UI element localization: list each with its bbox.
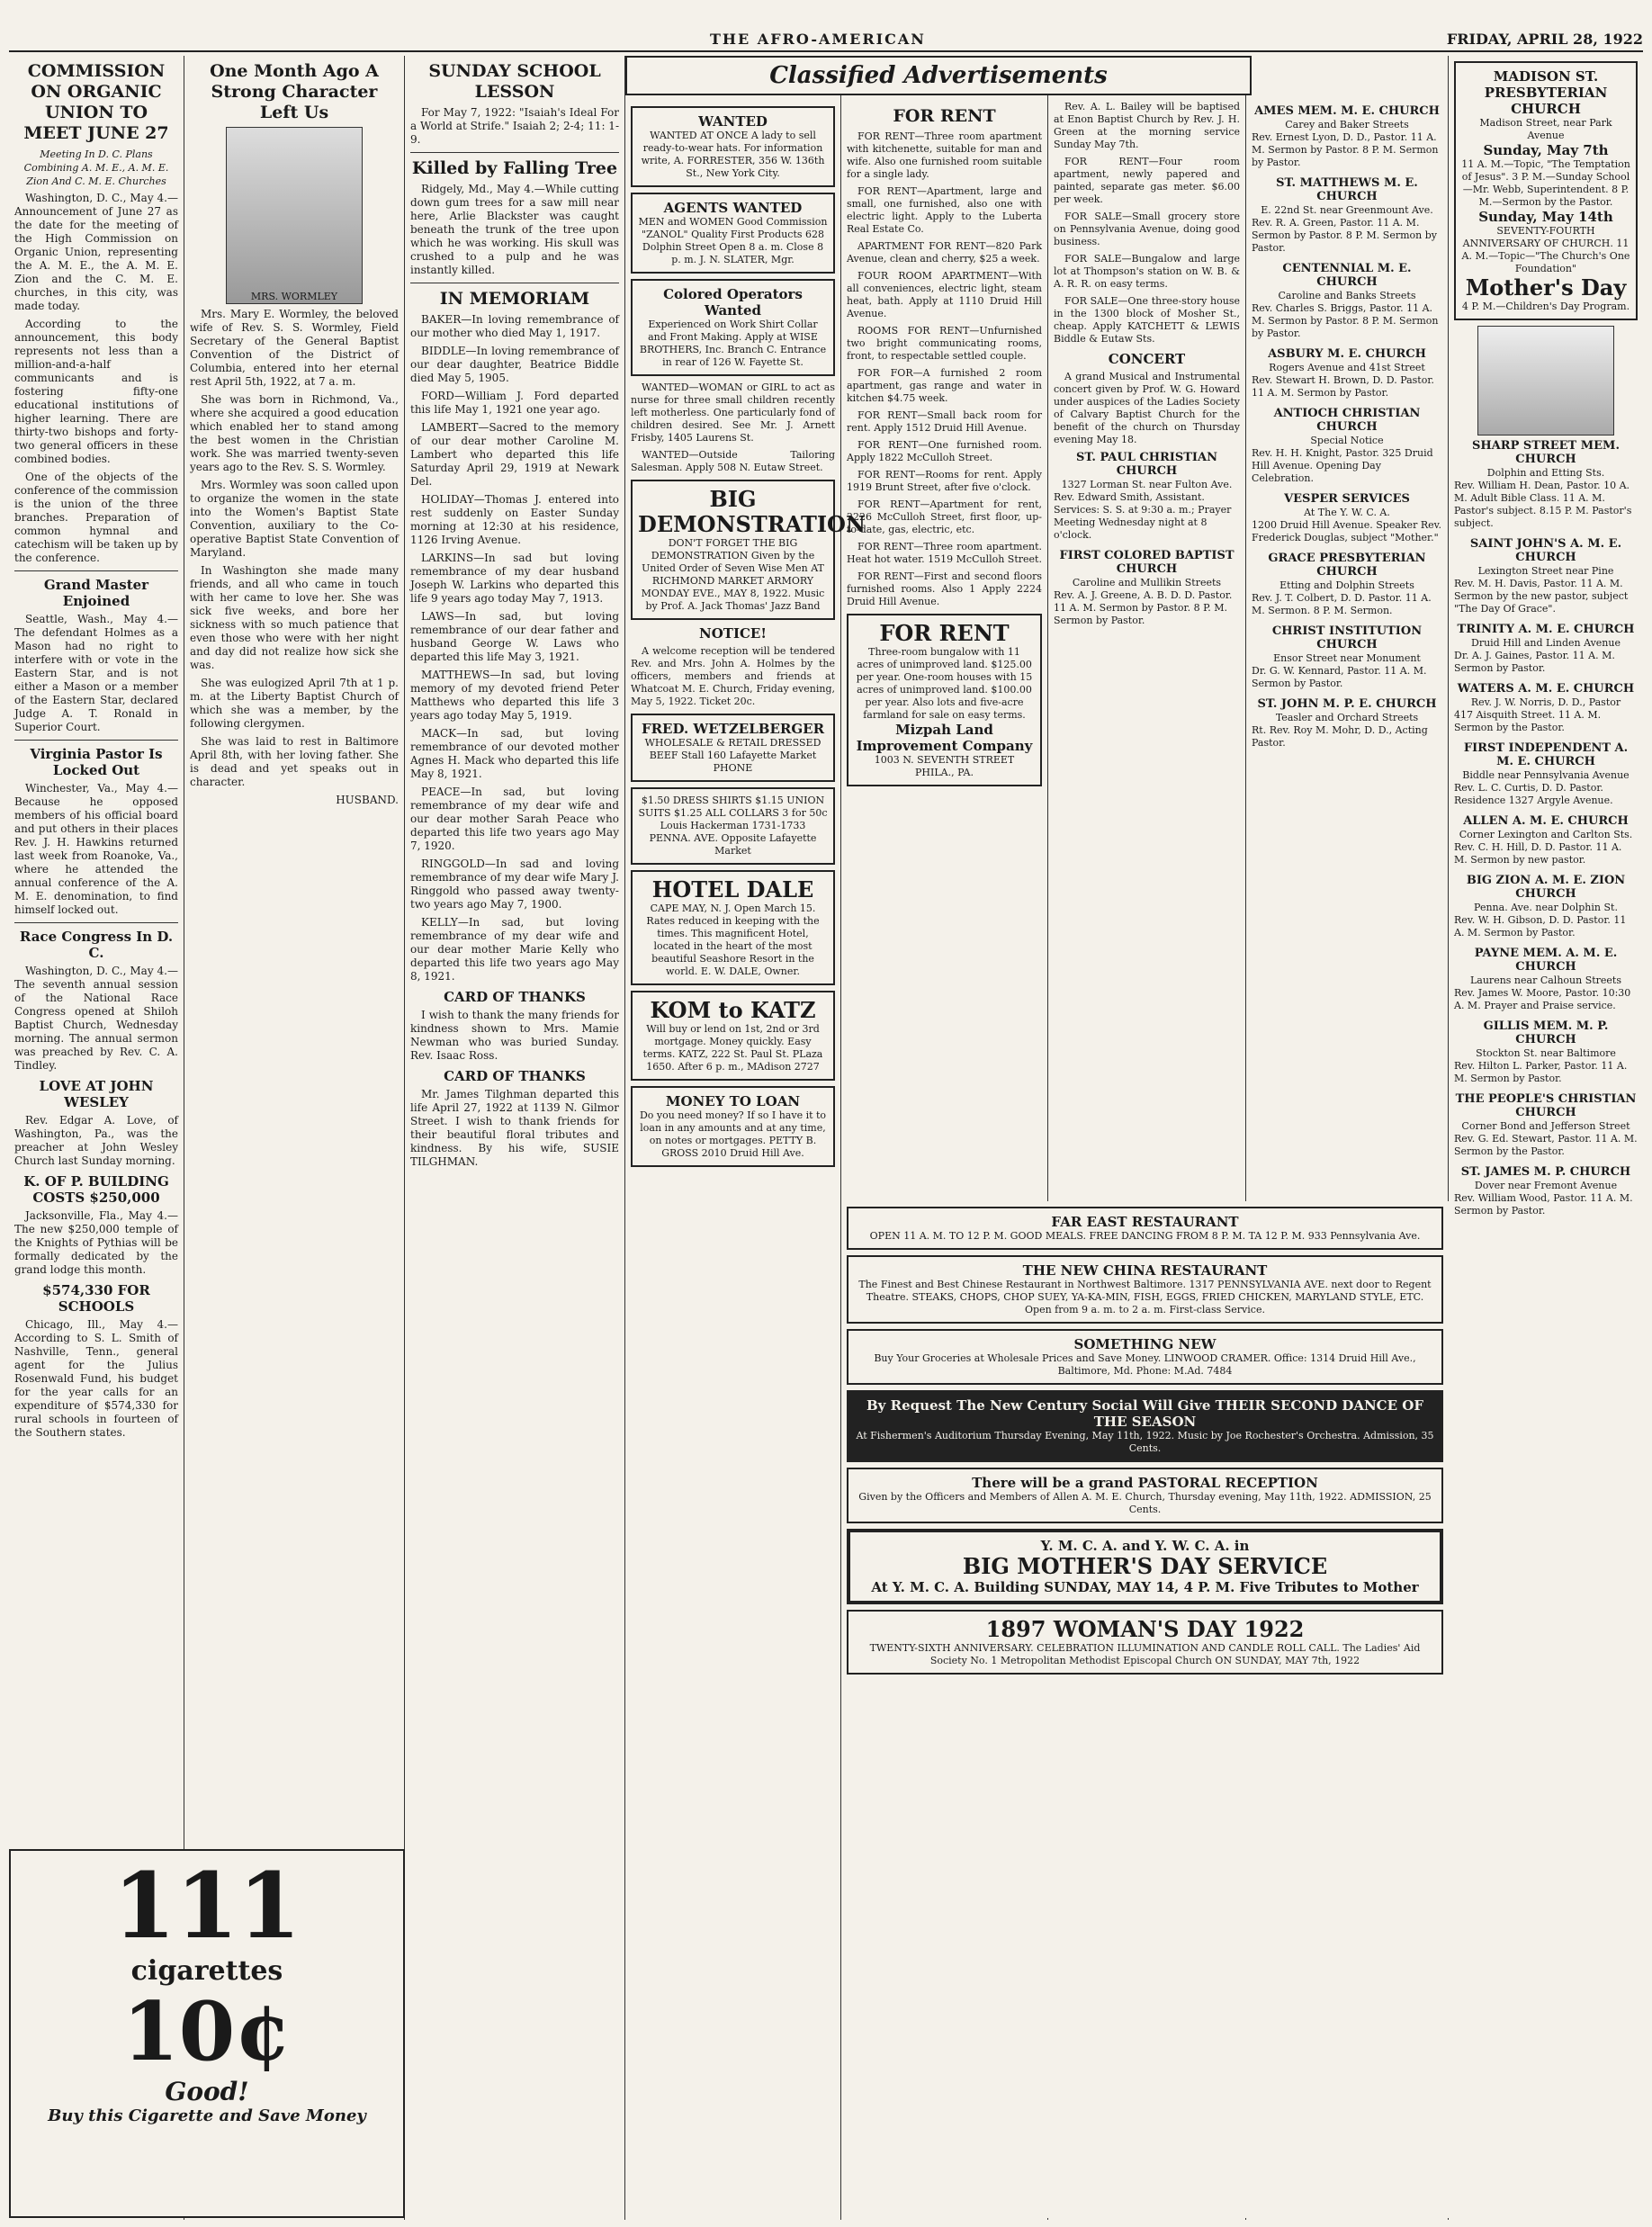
classified-item: ROOMS FOR RENT—Unfurnished two bright communicating rooms, front, to respectable settled couple. bbox=[847, 325, 1042, 362]
classified-item: WANTED—WOMAN or GIRL to act as nurse for three small children recently left motherless. One particularly fond of children desired. See Mr. J. Arnett Frisby, 1405 Laurens St. bbox=[631, 382, 835, 444]
church-name: TRINITY A. M. E. CHURCH bbox=[1457, 623, 1635, 636]
pastoral-ad bbox=[847, 1468, 1443, 1523]
church-listing bbox=[1454, 1165, 1638, 1217]
ad-body: Will buy or lend on 1st, 2nd or 3rd mortgage. Money quickly. Easy terms. KATZ, 222 St. Paul St. PLaza 1650. After 6 p. m., MAdison 2727 bbox=[642, 1023, 823, 1073]
classified-item: FOR RENT—First and second floors furnished rooms. Also 1 Apply 2224 Druid Hill Avenue. bbox=[847, 570, 1042, 607]
classified-item: FOR RENT—Apartment, large and small, one furnished, also one with electric light. Apply to the Luberta Real Estate Co. bbox=[847, 185, 1042, 235]
church-services: Rev. Charles S. Briggs, Pastor. 11 A. M. Sermon by Pastor. 8 P. M. Sermon by Pastor. bbox=[1252, 302, 1439, 339]
ad-title: KOM to KATZ bbox=[650, 997, 816, 1023]
headline: CONCERT bbox=[1108, 351, 1186, 367]
church-services: Rev. H. H. Knight, Pastor. 325 Druid Hill Avenue. Opening Day Celebration. bbox=[1252, 447, 1433, 484]
dance-ad bbox=[847, 1390, 1443, 1462]
divider bbox=[410, 152, 619, 153]
church-name: CHRIST INSTITUTION CHURCH bbox=[1271, 624, 1423, 651]
memoriam-entry: LARKINS—In sad but loving remembrance of my dear husband Joseph W. Larkins who departed this life 9 years ago today May 7, 1913. bbox=[410, 552, 619, 605]
classified-item: FOUR ROOM APARTMENT—With all conveniences, electric light, steam heat, bath. Apply at 1110 Druid Hill Avenue. bbox=[847, 270, 1042, 319]
headline: CARD OF THANKS bbox=[444, 1068, 586, 1084]
church-location: Dover near Fremont Avenue bbox=[1474, 1180, 1618, 1191]
ad-body: WANTED AT ONCE A lady to sell ready-to-wear hats. For information write, A. FORRESTER, 356 W. 136th St., New York City. bbox=[641, 130, 825, 179]
ad-title: FRED. WETZELBERGER bbox=[641, 721, 825, 737]
divider bbox=[14, 922, 178, 923]
church-name: CENTENNIAL M. E. CHURCH bbox=[1282, 262, 1412, 289]
demonstration-ad bbox=[631, 480, 866, 620]
church-listing bbox=[1454, 947, 1638, 1012]
classified-item: FOR RENT—One furnished room. Apply 1822 McCulloh Street. bbox=[847, 439, 1042, 463]
cigarette-ad bbox=[9, 1849, 405, 2218]
headline: Grand Master Enjoined bbox=[43, 577, 149, 609]
ad-title: MONEY TO LOAN bbox=[665, 1093, 801, 1109]
shirts-ad bbox=[631, 787, 835, 865]
church-listing bbox=[1252, 624, 1442, 690]
memoriam-entry: PEACE—In sad, but loving remembrance of my dear wife and our dear mother Sarah Peace who departed this life two years ago May 7, 1920. bbox=[410, 786, 619, 852]
church-listing bbox=[1454, 439, 1638, 530]
church-location: Rev. J. W. Norris, D. D., Pastor bbox=[1470, 696, 1621, 708]
paper-name: THE AFRO-AMERICAN bbox=[709, 30, 926, 48]
masthead bbox=[9, 27, 1643, 52]
ad-body: 11 A. M.—Topic, "The Temptation of Jesus". 3 P. M.—Sunday School—Mr. Webb, Superintendent. 8 P. M.—Sermon by the Pastor. bbox=[1461, 158, 1630, 208]
ad-body: Given by the Officers and Members of Allen A. M. E. Church, Thursday evening, May 11th, 1922. ADMISSION, 25 Cents. bbox=[858, 1491, 1432, 1515]
article-paragraph: Rev. Edgar A. Love, of Washington, Pa., was the preacher at John Wesley Church last Sunday morning. bbox=[14, 1114, 178, 1167]
ad-title: FAR EAST RESTAURANT bbox=[1051, 1214, 1239, 1230]
memoriam-entry: LAMBERT—Sacred to the memory of our dear mother Caroline M. Lambert who departed this life Saturday April 29, 1919 at Newark Del. bbox=[410, 421, 619, 488]
classified-item: WANTED—Outside Tailoring Salesman. Apply 508 N. Eutaw Street. bbox=[631, 449, 835, 473]
headline: $574,330 FOR SCHOOLS bbox=[42, 1282, 150, 1315]
article-paragraph: For May 7, 1922: "Isaiah's Ideal For a World at Strife." Isaiah 2; 2-4; 11: 1-9. bbox=[410, 106, 619, 146]
headline: CARD OF THANKS bbox=[444, 989, 586, 1005]
church-listing bbox=[1454, 1019, 1638, 1085]
ad-body: Three-room bungalow with 11 acres of unimproved land. $125.00 per year. One-room houses with 15 acres of unimproved land. $100.00 per year. Also lots and five-acre farmland for sale on easy terms. bbox=[856, 646, 1033, 721]
ad-body: Buy Your Groceries at Wholesale Prices and Save Money. LINWOOD CRAMER. Office: 1314 Druid Hill Ave., Baltimore, Md. Phone: M.Ad. 7484 bbox=[874, 1352, 1416, 1377]
ad-body: OPEN 11 A. M. TO 12 P. M. GOOD MEALS. FREE DANCING FROM 8 P. M. TA 12 P. M. 933 Pennsylvania Ave. bbox=[869, 1230, 1421, 1242]
church-location: E. 22nd St. near Greenmount Ave. bbox=[1261, 204, 1433, 216]
ad-title: 1897 WOMAN'S DAY 1922 bbox=[985, 1616, 1305, 1642]
memoriam-entry: LAWS—In sad, but loving remembrance of our dear father and husband George W. Laws who departed this life May 3, 1921. bbox=[410, 610, 619, 663]
church-services: Rev. A. J. Greene, A. B. D. D. Pastor. 11 A. M. Sermon by Pastor. 8 P. M. Sermon by Pastor. bbox=[1054, 589, 1233, 626]
church-location: Penna. Ave. near Dolphin St. bbox=[1474, 902, 1618, 913]
article-paragraph: Mrs. Wormley was soon called upon to organize the women in the state into the Women's Baptist State Convention, auxiliary to the Co-operative Baptist State Convention of Maryland. bbox=[190, 479, 399, 559]
headline: Race Congress In D. C. bbox=[19, 929, 174, 961]
church-location: Corner Bond and Jefferson Street bbox=[1461, 1120, 1630, 1132]
memoriam-entry: HOLIDAY—Thomas J. entered into rest suddenly on Easter Sunday morning at 12:30 at his residence, 1126 Irving Avenue. bbox=[410, 493, 619, 546]
classified-item: A grand Musical and Instrumental concert given by Prof. W. G. Howard under auspices of the Ladies Society of Calvary Baptist Church for the benefit of the church on Thursday evening May 18. bbox=[1054, 371, 1240, 445]
church-location: Lexington Street near Pine bbox=[1477, 565, 1614, 577]
ad-body: Experienced on Work Shirt Collar and Front Making. Apply at WISE BROTHERS, Inc. Branch C. Entrance in rear of 126 W. Fayette St. bbox=[639, 319, 827, 368]
church-name: VESPER SERVICES bbox=[1284, 492, 1410, 506]
church-services: Rev. J. T. Colbert, D. D. Pastor. 11 A. M. Sermon. 8 P. M. Sermon. bbox=[1252, 592, 1432, 616]
article-paragraph: She was laid to rest in Baltimore April 8th, with her loving father. She is dead and yet speaks out in character. bbox=[190, 735, 399, 788]
article-paragraph: Winchester, Va., May 4.—Because he opposed members of his official board and put others in their places Rev. J. H. Hawkins returned last week from Roanoke, Va., where he attended the annual conference of the A. M. E. denomination, to find himself locked out. bbox=[14, 782, 178, 916]
events-block bbox=[841, 1201, 1449, 2218]
ad-body: At Y. M. C. A. Building SUNDAY, MAY 14, 4 P. M. Five Tributes to Mother bbox=[871, 1579, 1419, 1595]
article-paragraph: Mrs. Mary E. Wormley, the beloved wife of Rev. S. S. Wormley, Field Secretary of the General Baptist Convention of the District of Columbia, entered into her eternal rest April 5th, 1922, at 7 a. m. bbox=[190, 308, 399, 388]
church-listing bbox=[1454, 1092, 1638, 1158]
church-name: BIG ZION A. M. E. ZION CHURCH bbox=[1466, 874, 1626, 901]
ad-body: The Finest and Best Chinese Restaurant in Northwest Baltimore. 1317 PENNSYLVANIA AVE. next door to Regent Theatre. STEAKS, CHOPS, CHOP SUEY, YA-KA-MIN, FISH, EGGS, FRIED CHICKEN, MARYLAND STYLE, ETC. Open from 9 a. m. to 2 a. m. First-class Service. bbox=[858, 1279, 1432, 1316]
headline: IN MEMORIAM bbox=[439, 289, 590, 309]
memoriam-entry: KELLY—In sad, but loving remembrance of my dear wife and our dear mother Marie Kelly who departed this life two years ago May 8, 1921. bbox=[410, 916, 619, 983]
ad-title: Colored Operators Wanted bbox=[663, 286, 803, 319]
article-paragraph: I wish to thank the many friends for kindness shown to Mrs. Mamie Newman who was buried Sunday. Rev. Isaac Ross. bbox=[410, 1009, 619, 1062]
church-name: THE PEOPLE'S CHRISTIAN CHURCH bbox=[1455, 1092, 1637, 1119]
ad-body: CAPE MAY, N. J. Open March 15. Rates reduced in keeping with the times. This magnificent Hotel, located in the heart of the most beautiful Seashore Resort in the world. E. W. DALE, Owner. bbox=[646, 902, 820, 977]
church-listing bbox=[1252, 552, 1442, 617]
church-services: Rev. Ernest Lyon, D. D., Pastor. 11 A. M. Sermon by Pastor. 8 P. M. Sermon by Pastor. bbox=[1252, 131, 1439, 168]
church-name: AMES MEM. M. E. CHURCH bbox=[1254, 104, 1440, 118]
beef-ad bbox=[631, 714, 835, 782]
church-name: SHARP STREET MEM. CHURCH bbox=[1472, 439, 1620, 466]
classified-item: APARTMENT FOR RENT—820 Park Avenue, clean and cherry, $25 a week. bbox=[847, 240, 1042, 265]
article-paragraph: Washington, D. C., May 4.—Announcement of June 27 as the date for the meeting of the High Commission on Organic Union, representing the A. M. E., the A. M. E. Zion and the C. M. E. churches, in this city, was made today. bbox=[14, 192, 178, 312]
church-location: Druid Hill and Linden Avenue bbox=[1471, 637, 1621, 649]
church-name: GRACE PRESBYTERIAN CHURCH bbox=[1268, 552, 1426, 579]
ad-body: At Fishermen's Auditorium Thursday Evening, May 11th, 1922. Music by Joe Rochester's Orchestra. Admission, 35 Cents. bbox=[856, 1430, 1434, 1454]
ad-address: 1003 N. SEVENTH STREET PHILA., PA. bbox=[874, 754, 1015, 778]
church-listing bbox=[1054, 451, 1240, 542]
headline: K. OF P. BUILDING COSTS $250,000 bbox=[23, 1173, 169, 1206]
church-services: Rev. William H. Dean, Pastor. 10 A. M. Adult Bible Class. 11 A. M. Pastor's subject. 8.15 P. M. Pastor's subject. bbox=[1454, 480, 1632, 529]
church-location: At The Y. W. C. A. bbox=[1304, 507, 1390, 518]
portrait-photo bbox=[226, 127, 363, 304]
headline: Virginia Pastor Is Locked Out bbox=[30, 746, 163, 778]
classified-item: A welcome reception will be tendered Rev. and Mrs. John A. Holmes by the officers, members and friends at Whatcoat M. E. Church, Friday evening, May 5, 1922. Ticket 20c. bbox=[631, 645, 835, 707]
divider bbox=[14, 570, 178, 571]
ad-title-big: BIG MOTHER'S DAY SERVICE bbox=[962, 1553, 1328, 1579]
church-listing bbox=[1252, 104, 1442, 169]
church-name: PAYNE MEM. A. M. E. CHURCH bbox=[1474, 947, 1618, 974]
church-services: Rev. W. H. Gibson, D. D. Pastor. 11 A. M. Sermon by Pastor. bbox=[1454, 914, 1627, 938]
classified-banner: Classified Advertisements bbox=[625, 56, 1252, 95]
memoriam-entry: MACK—In sad, but loving remembrance of our devoted mother Agnes H. Mack who departed this life May 8, 1921. bbox=[410, 727, 619, 780]
ad-title: Y. M. C. A. and Y. W. C. A. in bbox=[1040, 1538, 1250, 1554]
church-location: Special Notice bbox=[1310, 435, 1384, 446]
divider bbox=[14, 740, 178, 741]
headline: COMMISSION ON ORGANIC UNION TO MEET JUNE 27 bbox=[23, 61, 169, 143]
signoff: HUSBAND. bbox=[336, 794, 399, 806]
church-location: Caroline and Mullikin Streets bbox=[1072, 577, 1222, 588]
classified-item: FOR RENT—Three room apartment. Heat hot water. 1519 McCulloh Street. bbox=[847, 541, 1042, 565]
church-name: FIRST COLORED BAPTIST CHURCH bbox=[1059, 549, 1235, 576]
memoriam-entry: MATTHEWS—In sad, but loving memory of my devoted friend Peter Matthews who departed this life 3 years ago today May 5, 1919. bbox=[410, 669, 619, 722]
church-name: WATERS A. M. E. CHURCH bbox=[1457, 682, 1635, 696]
column-memoriam bbox=[405, 56, 625, 2220]
ad-title: MADISON ST. PRESBYTERIAN CHURCH bbox=[1484, 68, 1608, 117]
church-name: GILLIS MEM. M. P. CHURCH bbox=[1483, 1019, 1609, 1046]
article-paragraph: In Washington she made many friends, and all who came in touch with her came to love her. She was sick five weeks, and bore her sickness with so much patience that even those who were with her night and day did not realize how sick she was. bbox=[190, 564, 399, 671]
ad-body: WHOLESALE & RETAIL DRESSED BEEF Stall 160 Lafayette Market PHONE bbox=[644, 737, 822, 774]
article-paragraph: Jacksonville, Fla., May 4.—The new $250,000 temple of the Knights of Pythias will be formally dedicated by the grand lodge this month. bbox=[14, 1209, 178, 1276]
church-services: 417 Aisquith Street. 11 A. M. Sermon by the Pastor. bbox=[1454, 709, 1602, 733]
ad-body: DON'T FORGET THE BIG DEMONSTRATION Given by the United Order of Seven Wise Men AT RICHMOND MARKET ARMORY MONDAY EVE., MAY 8, 1922. Music by Prof. A. Jack Thomas' Jazz Band bbox=[641, 537, 825, 612]
classified-item: FOR RENT—Four room apartment, newly papered and painted, separate gas meter. $6.00 per week. bbox=[1054, 156, 1240, 205]
church-services: Dr. G. W. Kennard, Pastor. 11 A. M. Sermon by Pastor. bbox=[1252, 665, 1427, 689]
church-location: Dolphin and Etting Sts. bbox=[1486, 467, 1605, 479]
church-name: FIRST INDEPENDENT A. M. E. CHURCH bbox=[1463, 741, 1629, 768]
issue-date: FRIDAY, APRIL 28, 1922 bbox=[1446, 30, 1643, 48]
article-paragraph: According to the announcement, this body represents not less than a million-and-a-half communicants and is fostering fifty-one educational institutions of higher learning. There are thirty-two bishops and forty-two general officers in these combined bodies. bbox=[14, 318, 178, 465]
classified-item: FOR SALE—Small grocery store on Pennsylvania Avenue, doing good business. bbox=[1054, 211, 1240, 247]
church-services: Rev. Hilton L. Parker, Pastor. 11 A. M. Sermon by Pastor. bbox=[1454, 1060, 1628, 1084]
ad-date: Sunday, May 7th bbox=[1483, 142, 1609, 158]
church-listing bbox=[1054, 549, 1240, 627]
mothers-day-ad bbox=[847, 1529, 1443, 1604]
church-name: ST. PAUL CHRISTIAN CHURCH bbox=[1076, 451, 1217, 478]
katz-ad bbox=[631, 991, 835, 1081]
photo-caption: MRS. WORMLEY bbox=[250, 291, 338, 302]
classified-item: Rev. A. L. Bailey will be baptised at Enon Baptist Church by Rev. J. H. Green at the morning service Sunday May 7th. bbox=[1054, 101, 1240, 150]
ad-title: WANTED bbox=[698, 113, 768, 130]
church-services: Rev. M. H. Davis, Pastor. 11 A. M. Sermon by the new pastor, subject "The Day Of Grace". bbox=[1454, 578, 1629, 615]
church-name: SAINT JOHN'S A. M. E. CHURCH bbox=[1469, 537, 1622, 564]
ad-title: FOR RENT bbox=[879, 620, 1010, 646]
church-location: Biddle near Pennsylvania Avenue bbox=[1462, 769, 1630, 781]
memoriam-entry: BIDDLE—In loving remembrance of our dear daughter, Beatrice Biddle died May 5, 1905. bbox=[410, 345, 619, 384]
ad-title: By Request The New Century Social Will Give THEIR SECOND DANCE OF THE SEASON bbox=[866, 1397, 1423, 1430]
church-services: Rev. Edward Smith, Assistant. Services: S. S. at 9:30 a. m.; Prayer Meeting Wednesday night at 8 o'clock. bbox=[1054, 491, 1232, 541]
headline: NOTICE! bbox=[699, 625, 767, 642]
church-services: Rev. R. A. Green, Pastor. 11 A. M. Sermon by Pastor. 8 P. M. Sermon by Pastor. bbox=[1252, 217, 1437, 254]
church-location: Stockton St. near Baltimore bbox=[1476, 1047, 1616, 1059]
church-photo bbox=[1477, 326, 1614, 436]
ad-location: Madison Street, near Park Avenue bbox=[1479, 117, 1612, 141]
church-listing bbox=[1252, 176, 1442, 255]
church-services: Rev. William Wood, Pastor. 11 A. M. Sermon by Pastor. bbox=[1454, 1192, 1633, 1217]
article-paragraph: Chicago, Ill., May 4.—According to S. L. Smith of Nashville, Tenn., general agent for the Julius Rosenwald Fund, his budget for the year calls for an expenditure of $574,330 for rural schools in fourteen of the Southern states. bbox=[14, 1318, 178, 1439]
memoriam-entry: BAKER—In loving remembrance of our mother who died May 1, 1917. bbox=[410, 313, 619, 339]
column-classified-1 bbox=[625, 56, 866, 2220]
church-location: Carey and Baker Streets bbox=[1285, 119, 1409, 130]
church-listing bbox=[1252, 347, 1442, 400]
church-name: ANTIOCH CHRISTIAN CHURCH bbox=[1273, 407, 1421, 434]
headline: SUNDAY SCHOOL LESSON bbox=[428, 61, 601, 102]
article-paragraph: Seattle, Wash., May 4.—The defendant Holmes as a Mason had no right to interfere with or vote in the Eastern Star, and is not either a Mason or a member of the Eastern Star, declared Judge A. T. Ronald in Superior Court. bbox=[14, 613, 178, 733]
article-paragraph: She was eulogized April 7th at 1 p. m. at the Liberty Baptist Church of which she was a member, by the following clergymen. bbox=[190, 677, 399, 730]
church-name: ALLEN A. M. E. CHURCH bbox=[1463, 814, 1629, 828]
memoriam-entry: RINGGOLD—In sad and loving remembrance of my dear wife Mary J. Ringgold who passed away twenty-two years ago May 7, 1900. bbox=[410, 858, 619, 911]
church-services: Rev. C. H. Hill, D. D. Pastor. 11 A. M. Sermon by new pastor. bbox=[1454, 841, 1622, 866]
classified-item: FOR FOR—A furnished 2 room apartment, gas range and water in kitchen $4.75 week. bbox=[847, 367, 1042, 404]
ad-title: HOTEL DALE bbox=[651, 876, 814, 902]
subhead: Meeting In D. C. Plans Combining A. M. E., A. M. E. Zion And C. M. E. Churches bbox=[23, 148, 169, 187]
church-services: Dr. A. J. Gaines, Pastor. 11 A. M. Sermon by Pastor. bbox=[1454, 650, 1615, 674]
church-location: 1327 Lorman St. near Fulton Ave. bbox=[1061, 479, 1233, 490]
ad-body: Do you need money? If so I have it to loan in any amounts and at any time, on notes or mortgages. PETTY B. GROSS 2010 Druid Hill Ave. bbox=[639, 1109, 827, 1159]
ad-title: AGENTS WANTED bbox=[663, 200, 803, 216]
headline: LOVE AT JOHN WESLEY bbox=[39, 1078, 154, 1110]
fareast-ad bbox=[847, 1207, 1443, 1250]
groceries-ad bbox=[847, 1329, 1443, 1385]
church-services: 1200 Druid Hill Avenue. Speaker Rev. Frederick Douglas, subject "Mother." bbox=[1252, 519, 1442, 543]
headline: One Month Ago A Strong Character Left Us bbox=[210, 61, 379, 122]
church-listing bbox=[1454, 741, 1638, 807]
classified-item: FOR RENT—Small back room for rent. Apply 1512 Druid Hill Avenue. bbox=[847, 409, 1042, 434]
church-listing bbox=[1252, 407, 1442, 485]
ad-date: Sunday, May 14th bbox=[1478, 209, 1613, 225]
ad-brand-number: 111 bbox=[112, 1853, 301, 1959]
church-name: ST. JOHN M. P. E. CHURCH bbox=[1257, 697, 1437, 711]
article-paragraph: Ridgely, Md., May 4.—While cutting down gum trees for a saw mill near here, Arlie Blackster was caught beneath the trunk of the tree upon which he was working. His skull was crushed to a pulp and he was instantly killed. bbox=[410, 183, 619, 276]
ad-title: BIG DEMONSTRATION bbox=[638, 486, 866, 537]
ad-body: 4 P. M.—Children's Day Program. bbox=[1461, 301, 1630, 312]
article-paragraph: Washington, D. C., May 4.—The seventh annual session of the National Race Congress opened at Shiloh Baptist Church, Wednesday morning. The annual sermon was preached by Rev. C. A. Tindley. bbox=[14, 965, 178, 1072]
china-restaurant-ad bbox=[847, 1255, 1443, 1324]
church-listing bbox=[1454, 874, 1638, 939]
church-name: ST. MATTHEWS M. E. CHURCH bbox=[1276, 176, 1418, 203]
church-location: Laurens near Calhoun Streets bbox=[1469, 974, 1621, 986]
ad-title: There will be a grand PASTORAL RECEPTION bbox=[972, 1475, 1318, 1491]
church-listing bbox=[1454, 682, 1638, 734]
madison-church-ad bbox=[1454, 61, 1638, 320]
article-paragraph: She was born in Richmond, Va., where she acquired a good education which enabled her to stand among the best women in the Christian work. She was married twenty-seven years ago to the Rev. S. S. Wormley. bbox=[190, 393, 399, 473]
memoriam-entry: FORD—William J. Ford departed this life May 1, 1921 one year ago. bbox=[410, 390, 619, 416]
article-paragraph: Mr. James Tilghman departed this life April 27, 1922 at 1139 N. Gilmor Street. I wish to thank friends for their beautiful floral tributes and kindness. By his wife, SUSIE TILGHMAN. bbox=[410, 1088, 619, 1168]
wanted-ad bbox=[631, 106, 835, 187]
church-listing bbox=[1252, 492, 1442, 544]
operators-ad bbox=[631, 279, 835, 376]
ad-company: Mizpah Land Improvement Company bbox=[856, 722, 1033, 754]
church-location: Ensor Street near Monument bbox=[1273, 652, 1421, 664]
church-location: Etting and Dolphin Streets bbox=[1279, 579, 1414, 591]
church-listing bbox=[1252, 262, 1442, 340]
classified-item: FOR RENT—Rooms for rent. Apply 1919 Brunt Street, after five o'clock. bbox=[847, 469, 1042, 493]
agents-ad bbox=[631, 193, 835, 274]
ad-title: THE NEW CHINA RESTAURANT bbox=[1022, 1262, 1268, 1279]
loan-ad bbox=[631, 1086, 835, 1167]
church-listing bbox=[1454, 623, 1638, 675]
ad-body: SEVENTY-FOURTH ANNIVERSARY OF CHURCH. 11 A. M.—Topic—"The Church's One Foundation" bbox=[1461, 225, 1630, 274]
church-services: Rev. L. C. Curtis, D. D. Pastor. Residence 1327 Argyle Avenue. bbox=[1454, 782, 1613, 806]
ad-subtitle: Mother's Day bbox=[1465, 274, 1627, 301]
section-title: FOR RENT bbox=[893, 106, 996, 126]
ad-slogan: Buy this Cigarette and Save Money bbox=[48, 2106, 366, 2125]
church-services: Rev. James W. Moore, Pastor. 10:30 A. M. Prayer and Praise service. bbox=[1454, 987, 1631, 1011]
hotel-ad bbox=[631, 870, 835, 985]
church-name: ASBURY M. E. CHURCH bbox=[1268, 347, 1426, 361]
church-listing bbox=[1454, 814, 1638, 867]
church-location: Caroline and Banks Streets bbox=[1278, 290, 1416, 301]
land-ad bbox=[847, 614, 1042, 786]
headline: Killed by Falling Tree bbox=[411, 158, 618, 178]
classified-item: FOR SALE—One three-story house in the 1300 block of Mosher St., cheap. Apply KATCHETT & LEWIS Biddle & Eutaw Sts. bbox=[1054, 295, 1240, 345]
ad-tagline: Good! bbox=[165, 2077, 249, 2106]
church-location: Rogers Avenue and 41st Street bbox=[1269, 362, 1425, 373]
womans-day-ad bbox=[847, 1610, 1443, 1675]
church-listing bbox=[1252, 697, 1442, 750]
ad-title: SOMETHING NEW bbox=[1073, 1336, 1217, 1352]
church-services: Rt. Rev. Roy M. Mohr, D. D., Acting Pastor. bbox=[1252, 724, 1428, 749]
church-services: Rev. G. Ed. Stewart, Pastor. 11 A. M. Sermon by the Pastor. bbox=[1454, 1133, 1638, 1157]
ad-brand-word: cigarettes bbox=[130, 1955, 283, 1987]
church-location: Teasler and Orchard Streets bbox=[1275, 712, 1419, 723]
classified-item: FOR RENT—Three room apartment with kitchenette, suitable for man and wife. Also one furnished room suitable for a single lady. bbox=[847, 130, 1042, 180]
article-paragraph: One of the objects of the conference of the commission is the union of the three branches. Preparation of common hymnal and catechism will be taken up by the conference. bbox=[14, 471, 179, 564]
classified-item: FOR RENT—Apartment for rent, 2226 McCulloh Street, first floor, up-to-date, gas, electric, etc. bbox=[847, 498, 1042, 535]
classified-item: FOR SALE—Bungalow and large lot at Thompson's station on W. B. & A. R. R. on easy terms. bbox=[1054, 253, 1240, 290]
church-services: Rev. Stewart H. Brown, D. D. Pastor. 11 A. M. Sermon by Pastor. bbox=[1252, 374, 1434, 399]
ad-body: MEN and WOMEN Good Commission "ZANOL" Quality First Products 628 Dolphin Street Open 8 a. m. Close 8 p. m. J. N. SLATER, Mgr. bbox=[638, 216, 828, 265]
church-location: Corner Lexington and Carlton Sts. bbox=[1459, 829, 1633, 840]
ad-price: 10¢ bbox=[122, 1984, 292, 2079]
ad-body: TWENTY-SIXTH ANNIVERSARY. CELEBRATION ILLUMINATION AND CANDLE ROLL CALL. The Ladies' Aid Society No. 1 Metropolitan Methodist Episcopal Church ON SUNDAY, MAY 7th, 1922 bbox=[869, 1642, 1421, 1666]
column-churches-2 bbox=[1449, 56, 1643, 2220]
ad-body: $1.50 DRESS SHIRTS $1.15 UNION SUITS $1.25 ALL COLLARS 3 for 50c Louis Hackerman 1731-1733 PENNA. AVE. Opposite Lafayette Market bbox=[638, 795, 828, 857]
church-name: ST. JAMES M. P. CHURCH bbox=[1460, 1165, 1631, 1179]
church-listing bbox=[1454, 537, 1638, 615]
